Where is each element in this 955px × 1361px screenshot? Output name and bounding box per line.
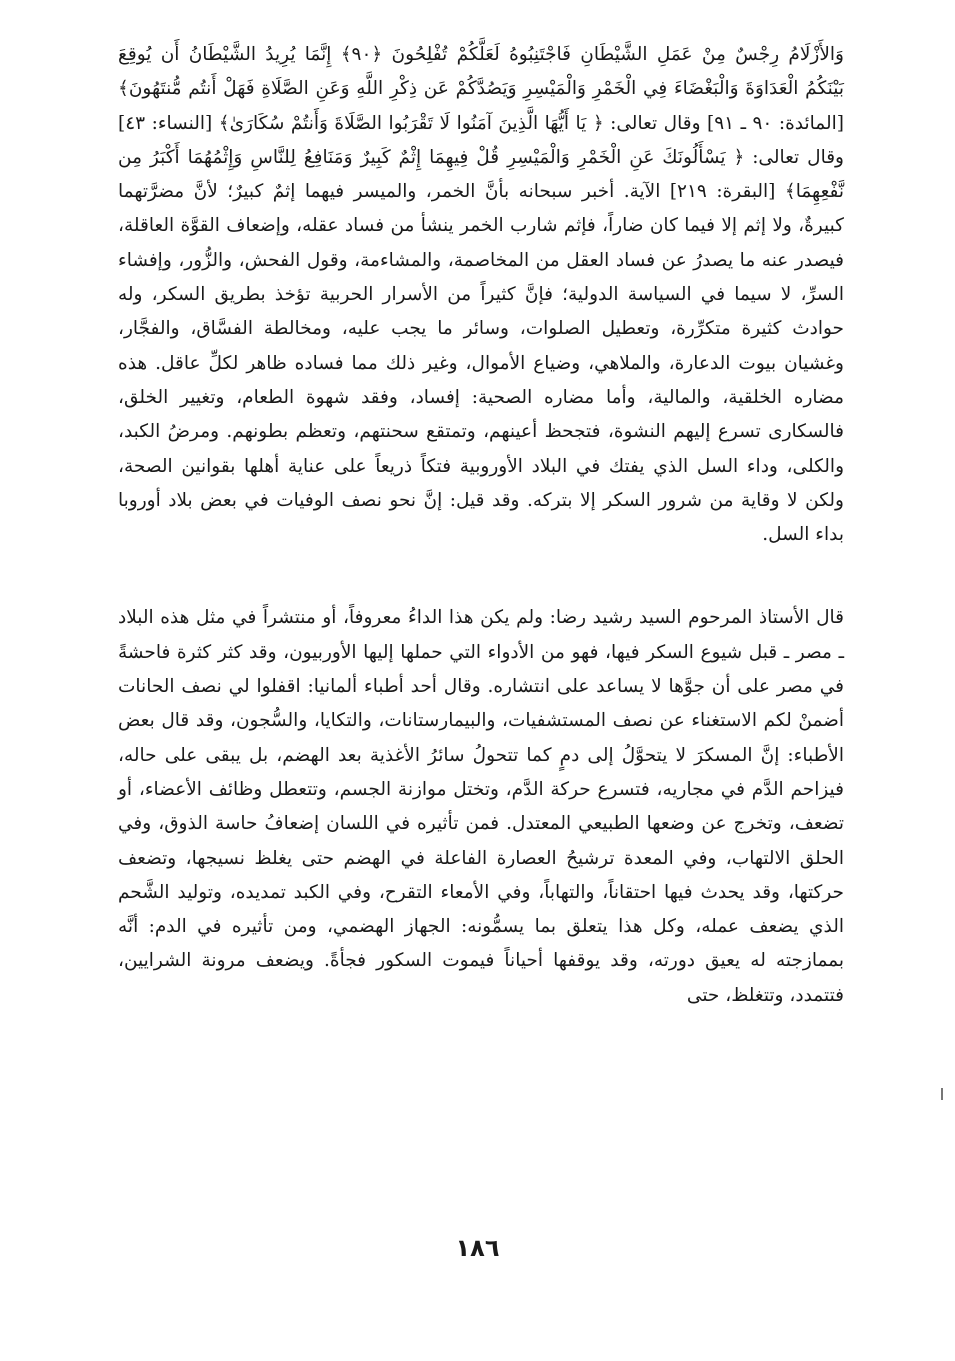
margin-mark	[941, 1088, 943, 1100]
paragraph-1: وَالأَزْلَامُ رِجْسٌ مِنْ عَمَلِ الشَّيْطَانِ فَاجْتَنِبُوهُ لَعَلَّكُمْ تُفْلِحُونَ ﴿٩٠﴾ إِنَّمَا يُرِيدُ الشَّيْطَانُ أَن يُوقِعَ بَيْنَكُمُ الْعَدَاوَةَ وَالْبَغْضَاءَ فِي الْخَمْرِ وَالْمَيْسِرِ وَيَصُدَّكُمْ عَن ذِكْرِ اللَّهِ وَعَنِ الصَّلَاةِ فَهَلْ أَنتُم مُّنتَهُونَ﴾ [المائدة: ٩٠ ـ ٩١] وقال تعالى: ﴿ يَا أَيُّهَا الَّذِينَ آمَنُوا لَا تَقْرَبُوا الصَّلَاةَ وَأَنتُمْ سُكَارَىٰ﴾ [النساء: ٤٣] وقال تعالى: ﴿ يَسْأَلُونَكَ عَنِ الْخَمْرِ وَالْمَيْسِرِ قُلْ فِيهِمَا إِثْمٌ كَبِيرٌ وَمَنَافِعُ لِلنَّاسِ وَإِثْمُهُمَا أَكْبَرُ مِن نَّفْعِهِمَا﴾ [البقرة: ٢١٩] الآية. أخبر سبحانه بأنَّ الخمر، والميسر فيهما إثمٌ كبيرٌ؛ لأنَّ مضرَّتهما كبيرةٌ، ولا إثم إلا فيما كان ضاراً، فإثم شارب الخمر ينشأ من فساد عقله، وإضعاف القوَّة العاقلة، فيصدر عنه ما يصدرُ عن فساد العقل من المخاصمة، والمشاءمة، وقول الفحش، والزُّور، وإفشاء السرِّ، لا سيما في السياسة الدولية؛ فإنَّ كثيراً من الأسرار الحربية تؤخذ بطريق السكر، وله حوادث كثيرة متكرِّرة، وتعطيل الصلوات، وسائر ما يجب عليه، ومخالطة الفسَّاق، والفجَّار، وغشيان بيوت الدعارة، والملاهي، وضياع الأموال، وغير ذلك مما فساده ظاهر لكلِّ عاقل. هذه مضاره الخلقية، والمالية، وأما مضاره الصحية: إفساد، وفقد شهوة الطعام، وتغيير الخلق، فالسكارى تسرع إليهم النشوة، فتجحظ أعينهم، وتمتقع سحنتهم، وتعظم بطونهم. ومرضُ الكبد، والكلى، وداء السل الذي يفتك في البلاد الأوروبية فتكاً ذريعاً على عناية أهلها بقوانين الصحة، ولكن لا وقاية من شرور السكر إلا بتركه. وقد قيل: إنَّ نحو نصف الوفيات في بعض بلاد أوروبا بداء السل.	[118, 44, 844, 546]
paragraph-2: قال الأستاذ المرحوم السيد رشيد رضا: ولم يكن هذا الداءُ معروفاً، أو منتشراً في مثل هذه البلاد ـ مصر ـ قبل شيوع السكر فيها، فهو من الأدواء التي حملها إليها الأوربيون، وقد كثر كثرة فاحشةً في مصر على أن جوَّها لا يساعد على انتشاره. وقال أحد أطباء ألمانيا: اقفلوا لي نصف الحانات أضمنْ لكم الاستغناء عن نصف المستشفيات، والبيمارستانات، والتكايا، والسُّجون، وقد قال بعض الأطباء: إنَّ المسكرَ لا يتحوَّلُ إلى دمٍ كما تتحولُ سائرُ الأغذية بعد الهضم، بل يبقى على حاله، فيزاحم الدَّم في مجاريه، فتسرع حركة الدَّم، وتختل موازنة الجسم، وتتعطل وظائف الأعضاء، أو تضعف، وتخرج عن وضعها الطبيعي المعتدل. فمن تأثيره في اللسان إضعافُ حاسة الذوق، وفي الحلق الالتهاب، وفي المعدة ترشيحُ العصارة الفاعلة في الهضم حتى يغلظ نسيجها، وتضعف حركتها، وقد يحدث فيها احتقاناً، والتهاباً، وفي الأمعاء التقرح، وفي الكبد تمديده، وتوليد الشَّحم الذي يضعف عمله، وكل هذا يتعلق بما يسمُّونه: الجهاز الهضمي، ومن تأثيره في الدم: أنَّه بممازجته له يعيق دورته، وقد يوقفها أحياناً فيموت السكور فجأةً. ويضعف مرونة الشرايين، فتتمدد، وتتغلظ، حتى	[118, 607, 844, 1006]
page-body	[118, 38, 844, 1013]
page-number: ١٨٦	[455, 1234, 500, 1262]
